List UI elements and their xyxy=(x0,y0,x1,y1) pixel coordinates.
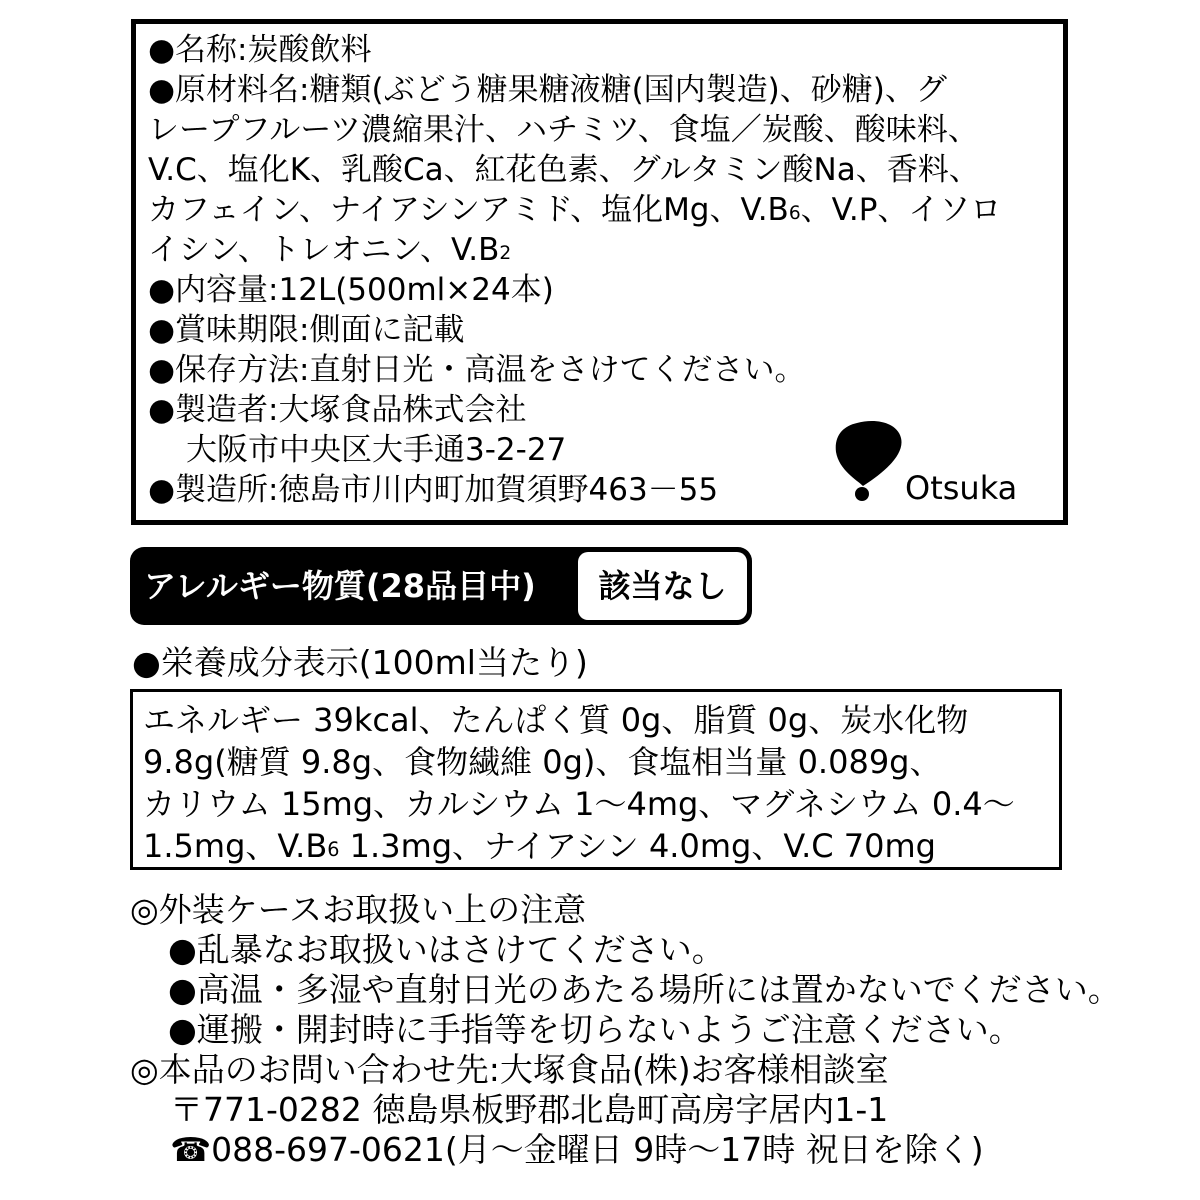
nutrition-line-3: カリウム 15mg、カルシウム 1～4mg、マグネシウム 0.4～ xyxy=(143,785,1015,823)
nutrition-title: ●栄養成分表示(100ml当たり) xyxy=(132,643,588,682)
ingredients-line-3: V.C、塩化K、乳酸Ca、紅花色素、グルタミン酸Na、香料、 xyxy=(148,152,980,188)
handling-item: ●高温・多湿や直射日光のあたる場所には置かないでください。 xyxy=(168,970,1121,1009)
product-name-line: ●名称:炭酸飲料 xyxy=(148,32,372,68)
product-info-box xyxy=(131,19,1068,525)
ingredients-line-4 xyxy=(148,190,1053,230)
nutrition-box xyxy=(130,689,1062,870)
vitamin-b2-subscript: 2 xyxy=(499,243,512,265)
notes-section xyxy=(130,890,1190,1170)
allergy-badge xyxy=(130,547,752,625)
vitamin-b6-subscript: 6 xyxy=(788,203,801,225)
contact-phone: 088-697-0621(月～金曜日 9時～17時 祝日を除く) xyxy=(211,1130,984,1169)
storage-line: ●保存方法:直射日光・高温をさけてください。 xyxy=(148,352,806,388)
allergy-value-box xyxy=(578,552,747,620)
nutrition-line-4-text: 1.5mg、V.B xyxy=(143,827,328,865)
ingredients-line-5-text: イシン、トレオニン、V.B xyxy=(148,232,500,268)
allergy-label: アレルギー物質(28品目中) xyxy=(144,567,536,605)
volume-line: ●内容量:12L(500ml×24本) xyxy=(148,272,554,308)
otsuka-symbol-icon xyxy=(835,420,903,502)
nutrition-b6-subscript: 6 xyxy=(327,838,340,862)
otsuka-symbol-dot xyxy=(855,487,869,501)
ingredients-line-5 xyxy=(148,230,1053,270)
ingredients-line-4-text: カフェイン、ナイアシンアミド、塩化Mg、V.B xyxy=(148,192,789,228)
otsuka-symbol-blob xyxy=(836,421,902,486)
contact-phone-line xyxy=(130,1130,1190,1170)
manufacturer-address-line: 大阪市中央区大手通3-2-27 xyxy=(186,432,567,468)
ingredients-line-4-rest: 、V.P、イソロ xyxy=(800,192,1002,228)
handling-item: ●運搬・開封時に手指等を切らないようご注意ください。 xyxy=(168,1010,1022,1049)
best-before-line: ●賞味期限:側面に記載 xyxy=(148,312,465,348)
nutrition-line-4 xyxy=(143,825,1049,867)
nutrition-line-1: エネルギー 39kcal、たんぱく質 0g、脂質 0g、炭水化物 xyxy=(143,701,969,739)
handling-title: ◎外装ケースお取扱い上の注意 xyxy=(130,890,587,929)
nutrition-line-2: 9.8g(糖質 9.8g、食物繊維 0g)、食塩相当量 0.089g、 xyxy=(143,743,942,781)
contact-title: ◎本品のお問い合わせ先:大塚食品(株)お客様相談室 xyxy=(130,1050,889,1089)
factory-line: ●製造所:徳島市川内町加賀須野463－55 xyxy=(148,472,719,508)
ingredients-line-2: レープフルーツ濃縮果汁、ハチミツ、食塩／炭酸、酸味料、 xyxy=(148,112,979,148)
telephone-icon: ☎ xyxy=(170,1130,212,1169)
handling-item: ●乱暴なお取扱いはさけてください。 xyxy=(168,930,725,969)
nutrition-line-4-rest: 1.3mg、ナイアシン 4.0mg、V.C 70mg xyxy=(339,827,936,865)
contact-address: 〒771-0282 徳島県板野郡北島町高房字居内1-1 xyxy=(170,1090,889,1129)
manufacturer-line: ●製造者:大塚食品株式会社 xyxy=(148,392,527,428)
brand-logo-text: Otsuka xyxy=(905,469,1018,507)
allergy-value: 該当なし xyxy=(598,567,727,605)
ingredients-line-1: ●原材料名:糖類(ぶどう糖果糖液糖(国内製造)、砂糖)、グ xyxy=(148,72,947,108)
